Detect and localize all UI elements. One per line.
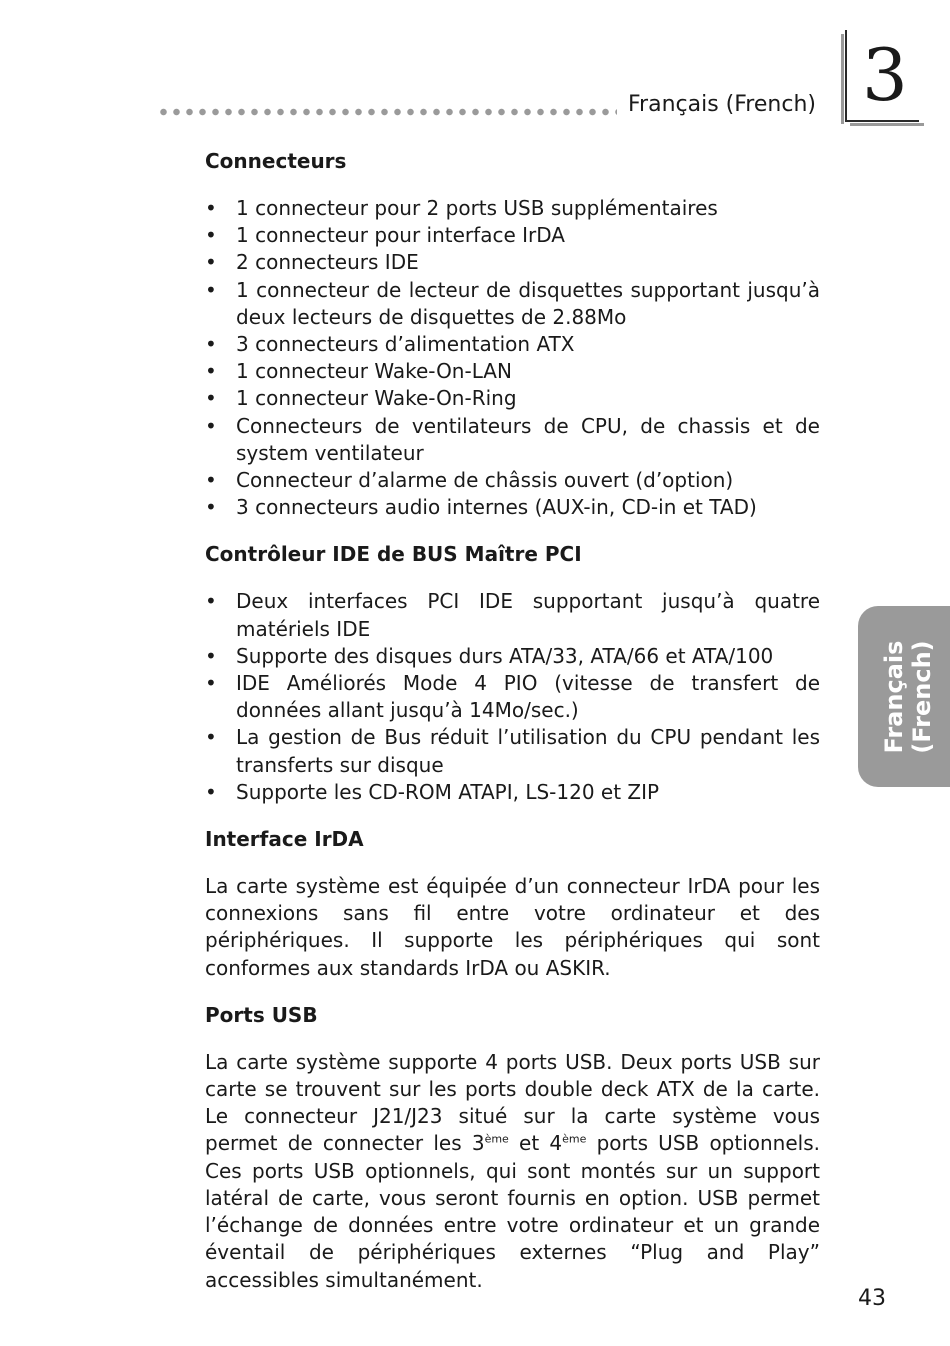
list-item: • Supporte les CD-ROM ATAPI, LS-120 et ZIP — [205, 779, 660, 804]
list-item: • Connecteurs de ventilateurs de CPU, de chassis et de system ventilateur — [205, 413, 820, 465]
irda-paragraph: La carte système est équipée d’un connecteur IrDA pour les connexions sans fil entre votre ordinateur et des périphériques. Il supporte les périphériques qui sont conformes aux standards IrDA ou ASKIR. — [205, 874, 820, 980]
list-ide — [205, 588, 820, 806]
list-item: • 2 connecteurs IDE — [205, 250, 419, 275]
list-item: • Supporte des disques durs ATA/33, ATA/66 et ATA/100 — [205, 643, 774, 668]
list-item: • IDE Améliorés Mode 4 PIO (vitesse de transfert de données allant jusqu’à 14Mo/sec.) — [205, 671, 820, 723]
list-connecteurs — [205, 195, 820, 521]
list-item: • La gestion de Bus réduit l’utilisation du CPU pendant les transferts sur disque — [205, 725, 820, 777]
language-side-tab — [858, 606, 950, 787]
list-item: • 3 connecteurs d’alimentation ATX — [205, 332, 575, 357]
list-item: • 1 connecteur pour 2 ports USB supplémentaires — [205, 196, 718, 220]
page-header-title: Français (French) — [628, 92, 816, 117]
list-item: • 1 connecteur de lecteur de disquettes supportant jusqu’à deux lecteurs de disquettes de 2.88Mo — [205, 277, 820, 329]
list-item: • Connecteur d’alarme de châssis ouvert (d’option) — [205, 468, 734, 493]
list-item: • 1 connecteur Wake-On-Ring — [205, 386, 517, 411]
page-number: 43 — [858, 1286, 886, 1311]
page-content — [205, 148, 820, 1294]
chapter-number: 3 — [862, 33, 908, 117]
side-tab-line1: Français — [880, 640, 908, 753]
list-item: • 1 connecteur Wake-On-LAN — [205, 359, 512, 384]
section-heading-usb: Ports USB — [205, 1002, 318, 1027]
section-heading-ide: Contrôleur IDE de BUS Maître PCI — [205, 542, 582, 567]
section-heading-irda: Interface IrDA — [205, 827, 364, 852]
header-dotted-rule — [157, 107, 617, 117]
list-item: • 1 connecteur pour interface IrDA — [205, 223, 565, 248]
list-item: • 3 connecteurs audio internes (AUX-in, CD-in et TAD) — [205, 495, 757, 520]
usb-paragraph: La carte système supporte 4 ports USB. Deux ports USB sur carte se trouvent sur les ports double deck ATX de la carte. Le connecteur J21/J23 situé sur la carte système vous permet de connecter les 3ème et 4ème ports USB optionnels. Ces ports USB optionnels, qui sont montés sur un support latéral de carte, vous seront fournis en option. USB permet l’échange de données entre votre ordinateur et un grande éventail de périphériques externes “Plug and Play” accessibles simultanément. — [205, 1049, 820, 1292]
section-heading-connecteurs: Connecteurs — [205, 149, 347, 173]
side-tab-label — [880, 640, 936, 753]
side-tab-line2: (French) — [908, 639, 936, 754]
list-item: • Deux interfaces PCI IDE supportant jusqu’à quatre matériels IDE — [205, 589, 820, 641]
